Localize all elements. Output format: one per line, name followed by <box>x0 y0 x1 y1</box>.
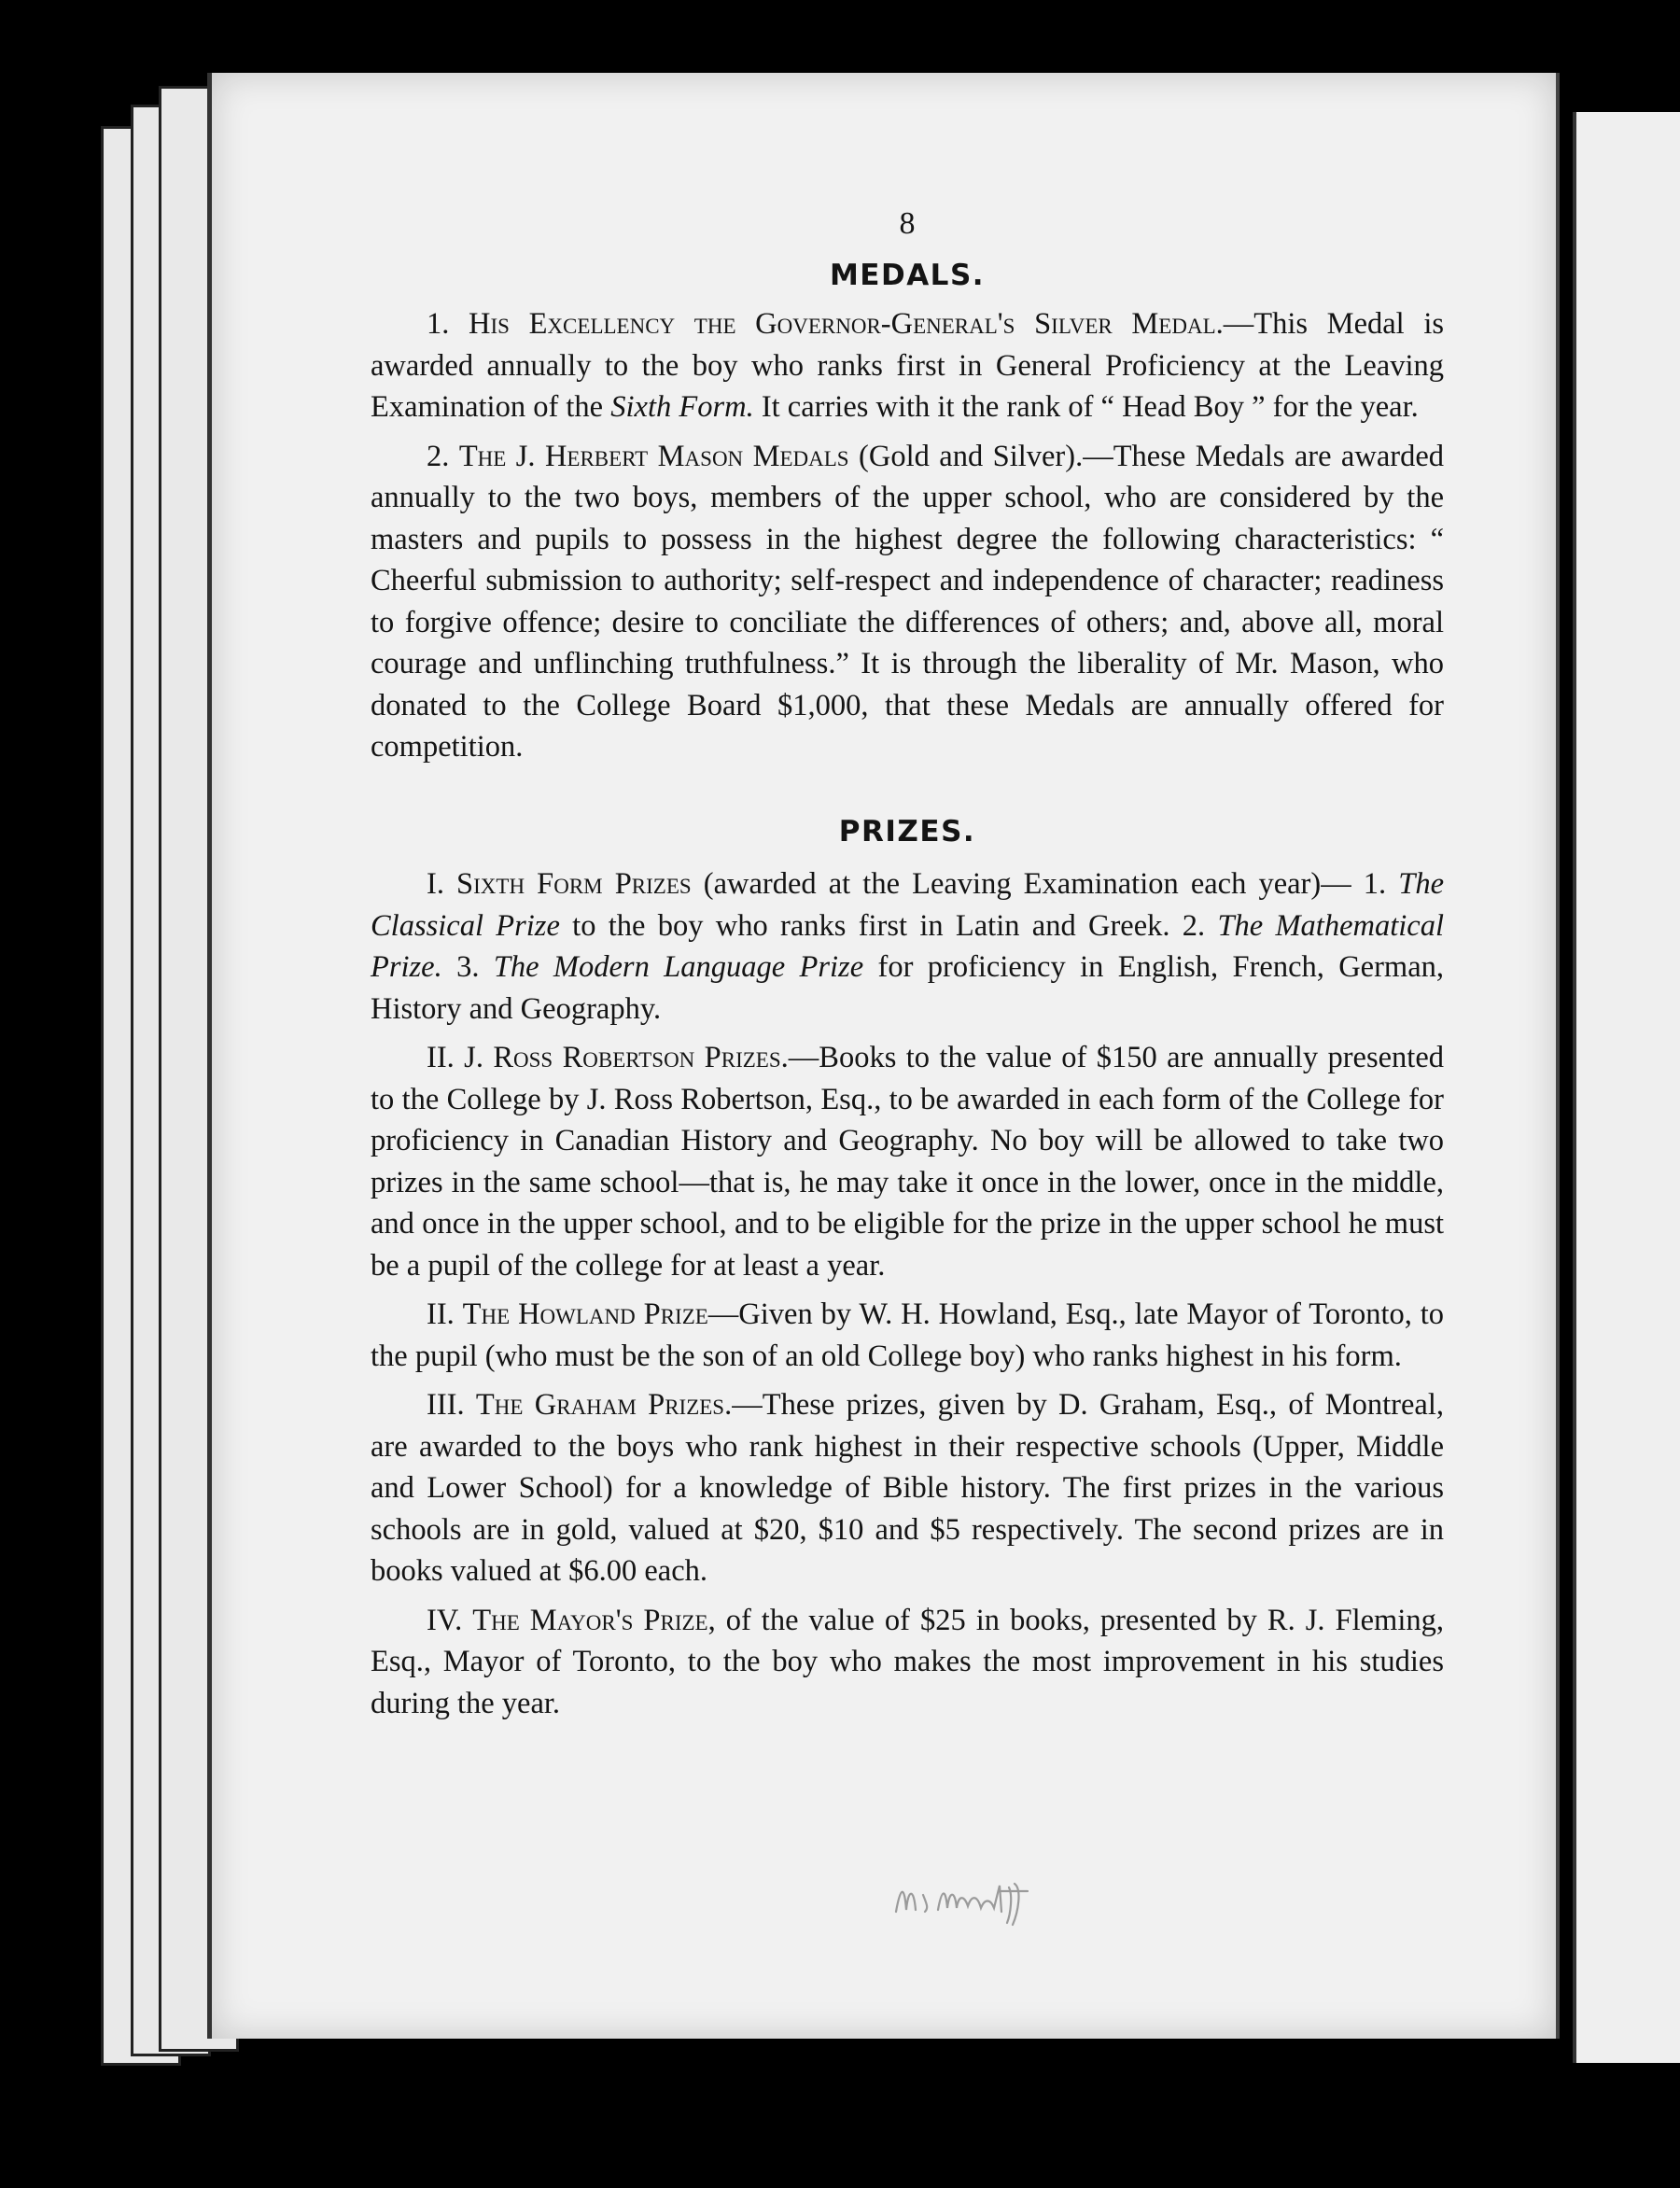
prize-mayor <box>371 1600 1444 1725</box>
page-number: 8 <box>899 206 916 241</box>
classical-prize: The Classical Prize <box>371 867 1445 943</box>
item-number: 1. <box>427 307 450 341</box>
item-title: The J. Herbert Mason Medals <box>458 439 849 473</box>
item-title: The Graham Prizes. <box>475 1388 733 1422</box>
page-text <box>371 203 1444 1732</box>
item-number: IV. <box>427 1603 463 1637</box>
item-text: —This Medal is awarded annually to the boy who ranks first in General Proficiency at the Leaving Examination of the <box>371 307 1445 424</box>
item-title: J. Ross Robertson Prizes. <box>464 1041 789 1074</box>
prize-graham <box>371 1384 1444 1592</box>
item-text: —Books to the value of $150 are annually presented to the College by J. Ross Robertson, Esq., to be awarded in each form of the College for proficiency in Canadian History and Geography. No boy will be allowed to take two prizes in the same school—that is, he may take it once in the lower, once in the middle, and once in the upper school, and to be eligible for the prize in the upper school he must be a pupil of the college for at least a year. <box>371 1041 1445 1283</box>
item-italic: Sixth Form. <box>610 390 754 424</box>
medal-mason <box>371 436 1444 768</box>
mathematical-prize-text: 3. <box>441 950 494 984</box>
medals-heading: MEDALS. <box>829 258 986 292</box>
pencil-signature <box>891 1867 1106 1932</box>
item-text: —Given by W. H. Howland, Esq., late Mayor of Toronto, to the pupil (who must be the son of an old College boy) who ranks highest in his form. <box>371 1297 1445 1373</box>
item-text: —These prizes, given by D. Graham, Esq., of Montreal, are awarded to the boys who rank highest in their respective schools (Upper, Middle and Lower School) for a knowledge of Bible history. The first prizes in the various schools are in gold, valued at $20, $10 and $5 respectively. The second prizes are in books valued at $6.00 each. <box>371 1388 1444 1588</box>
item-number: I. <box>427 867 444 901</box>
item-title: His Excellency the Governor-General's Silver Medal. <box>469 307 1224 341</box>
prize-sixth-form <box>371 863 1444 1030</box>
item-title: Sixth Form Prizes <box>456 867 692 901</box>
item-number: II. <box>427 1041 455 1074</box>
item-number: III. <box>427 1388 465 1422</box>
modern-language-prize-text: for proficiency in English, French, German, History and Geography. <box>371 950 1445 1026</box>
mathematical-prize: The Mathematical Prize. <box>371 908 1445 984</box>
prizes-heading: PRIZES. <box>838 814 976 849</box>
item-title: The Howland Prize <box>462 1297 708 1331</box>
prize-robertson <box>371 1037 1444 1286</box>
prize-howland <box>371 1294 1444 1377</box>
item-number: 2. <box>427 439 450 473</box>
item-number: II. <box>427 1297 455 1331</box>
medal-governor-general <box>371 303 1444 428</box>
item-title: The Mayor's Prize, <box>472 1603 716 1637</box>
modern-language-prize: The Modern Language Prize <box>493 950 864 984</box>
item-text: (Gold and Silver).—These Medals are awarded annually to the two boys, members of the upper school, who are considered by the masters and pupils to possess in the highest degree the following characteristics: “ Cheerful submission to authority; self-respect and independence of character; readiness to forgive offence; desire to conciliate the differences of others; and, above all, moral courage and unflinching truthfulness.” It is through the liberality of Mr. Mason, who donated to the College Board $1,000, that these Medals are annually offered for competition. <box>371 439 1445 764</box>
book-page <box>207 73 1560 2039</box>
item-text-after: It carries with it the rank of “ Head Boy ” for the year. <box>753 390 1419 424</box>
facing-page <box>1573 112 1680 2063</box>
classical-prize-text: to the boy who ranks first in Latin and Greek. 2. <box>559 908 1218 943</box>
item-intro: (awarded at the Leaving Examination each year)— 1. <box>691 867 1399 901</box>
item-text: of the value of $25 in books, presented by R. J. Fleming, Esq., Mayor of Toronto, to the boy who makes the most improvement in his studies during the year. <box>371 1603 1444 1720</box>
